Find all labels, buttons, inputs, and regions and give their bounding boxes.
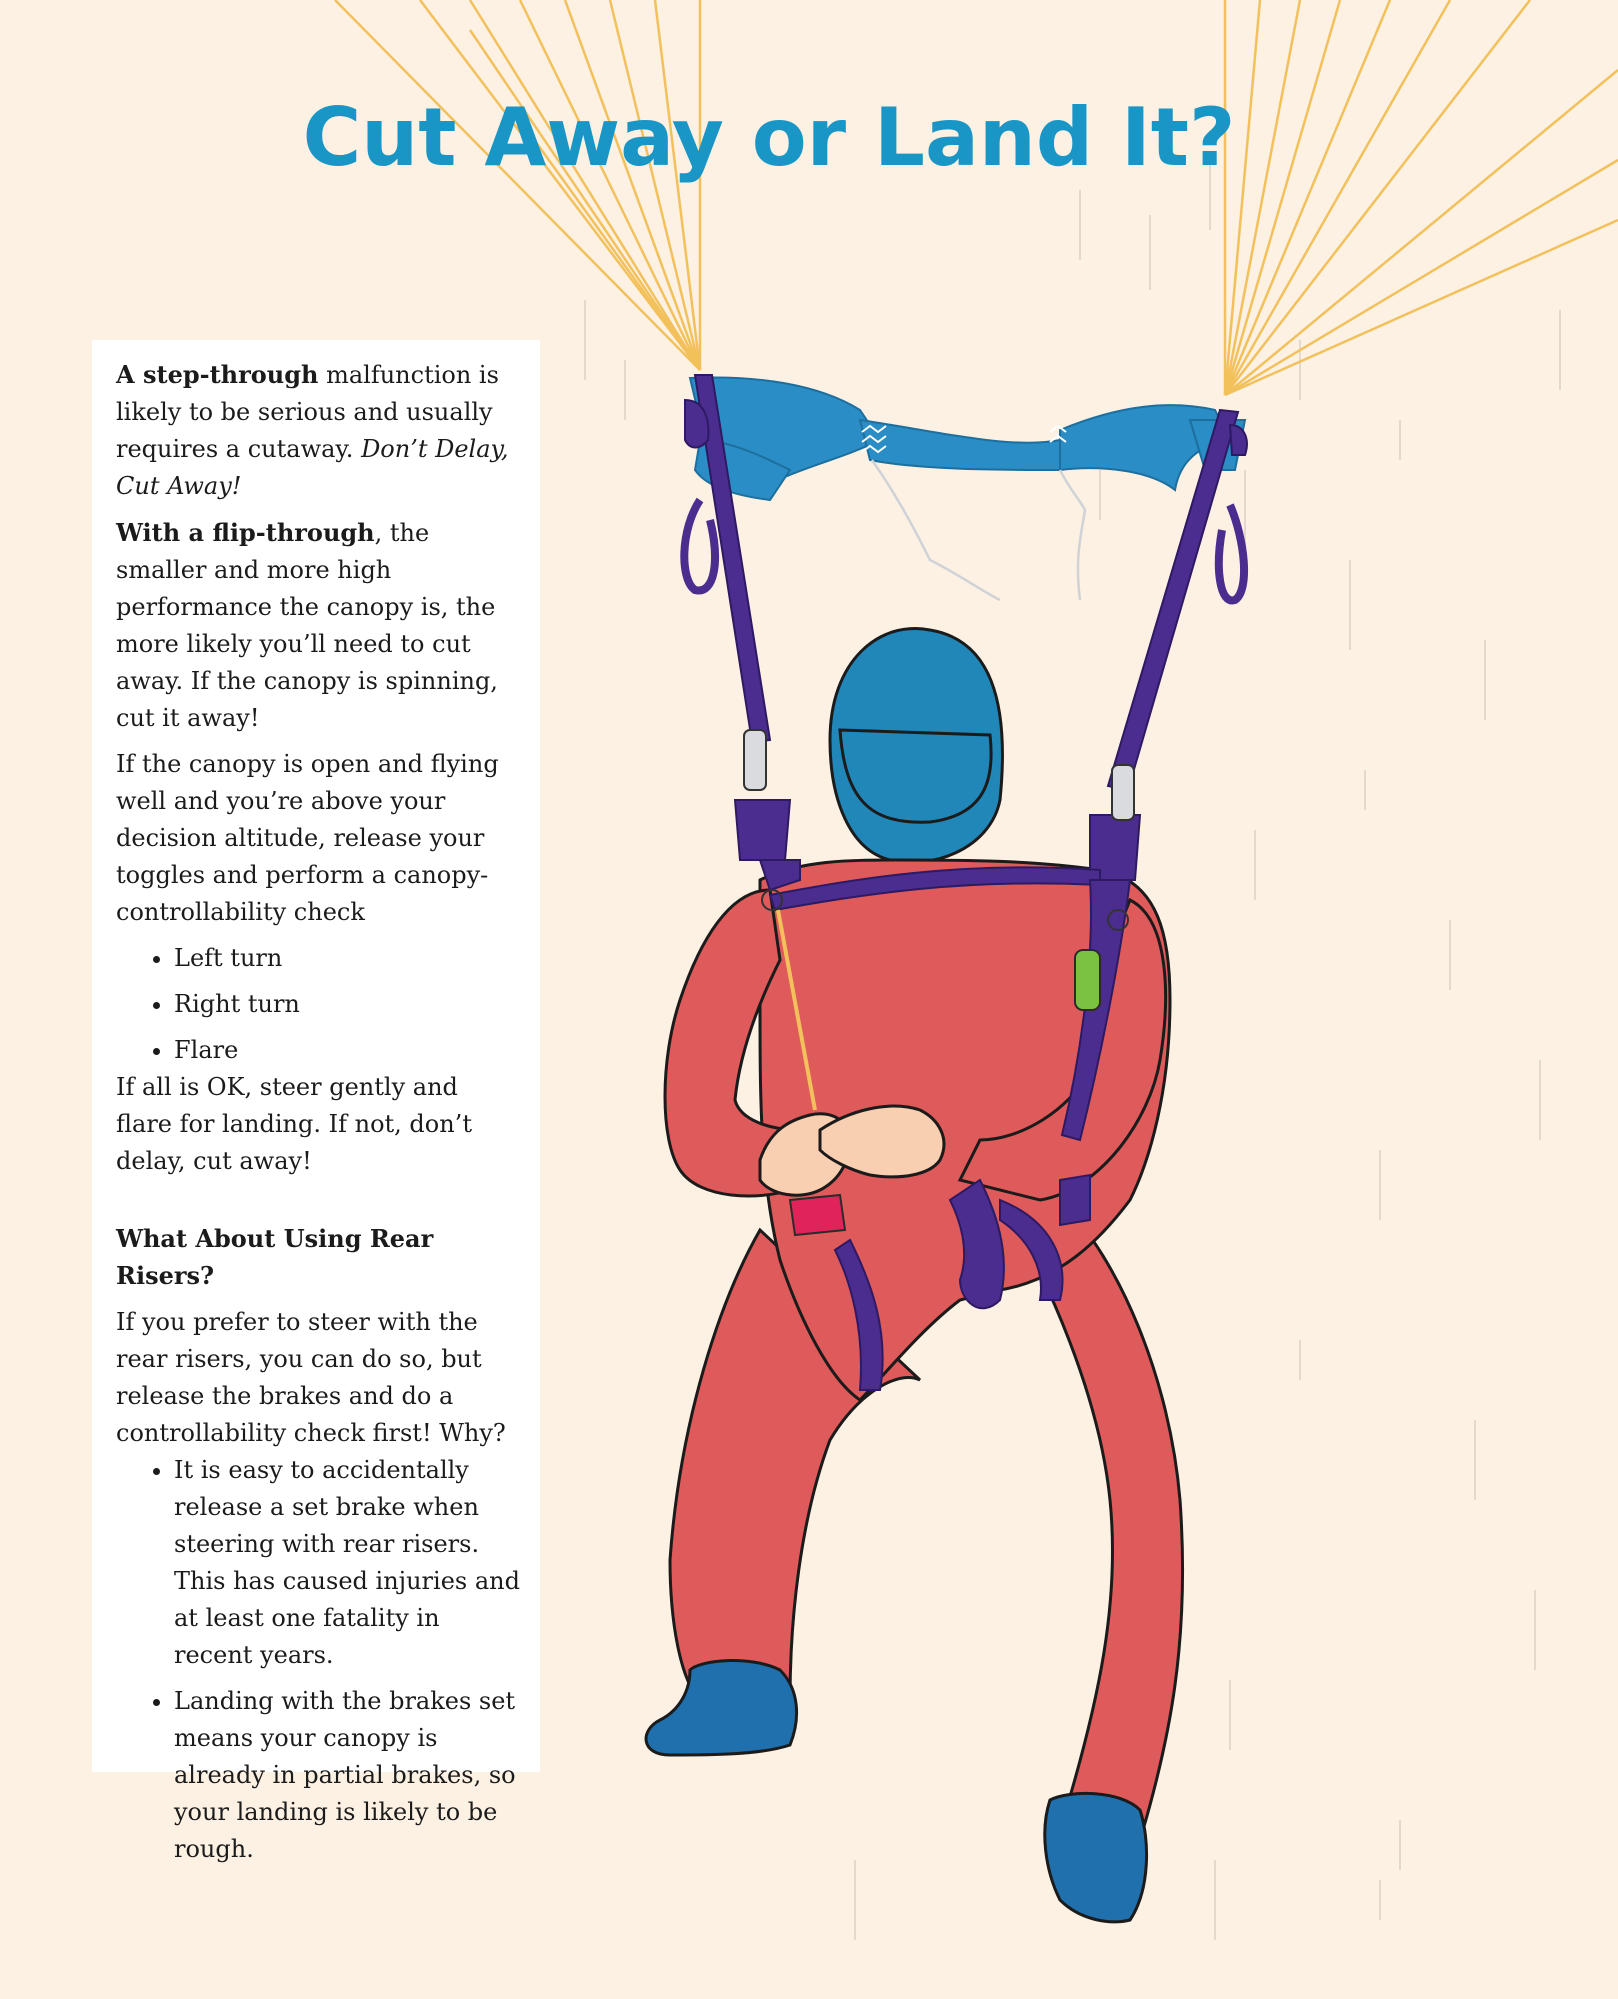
- text-panel: [92, 340, 540, 1863]
- helmet: [830, 628, 1002, 862]
- step-through-term: A step-through: [116, 360, 319, 389]
- open-canopy-paragraph: If the canopy is open and flying well and you’re above your decision altitude, release your toggles and perform a canopy-controllability check: [116, 750, 499, 926]
- rear-risers-paragraph: If you prefer to steer with the rear risers, you can do so, but release the brakes and do a controllability check first! Why?: [116, 1308, 506, 1447]
- rear-risers-reasons: [116, 1452, 520, 1868]
- rear-risers-heading: What About Using Rear Risers?: [116, 1224, 434, 1290]
- flip-through-paragraph: [116, 514, 520, 737]
- all-ok-paragraph: If all is OK, steer gently and flare for landing. If not, don’t delay, cut away!: [116, 1073, 472, 1175]
- list-item: • Left turn: [174, 940, 520, 977]
- step-through-paragraph: [116, 356, 520, 505]
- dont-delay-slogan: Don’t Delay, Cut Away!: [116, 435, 509, 500]
- flip-through-text: , the smaller and more high performance the canopy is, the more likely you’ll need to cut away. If the canopy is spinning, cut it away!: [116, 519, 498, 732]
- twisted-slider: [690, 377, 1245, 500]
- list-item: • Right turn: [174, 986, 520, 1023]
- suspension-lines-left: [335, 0, 700, 370]
- step-through-text: malfunction is likely to be serious and usually requires a cutaway.: [116, 361, 499, 463]
- controllability-checklist: [116, 940, 520, 1069]
- list-item: • Landing with the brakes set means your canopy is already in partial brakes, so your landing is likely to be rough.: [174, 1683, 520, 1868]
- brake-lines: [872, 460, 1085, 600]
- reserve-handle: [1075, 950, 1100, 1010]
- flip-through-term: With a flip-through: [116, 518, 375, 547]
- list-item: • Flare: [174, 1032, 520, 1069]
- list-item: • It is easy to accidentally release a set brake when steering with rear risers. This has caused injuries and at least one fatality in recent years.: [174, 1452, 520, 1674]
- steering-toggles: [684, 500, 1244, 600]
- page-title: Cut Away or Land It?: [302, 91, 1236, 184]
- cutaway-handle: [790, 1195, 845, 1235]
